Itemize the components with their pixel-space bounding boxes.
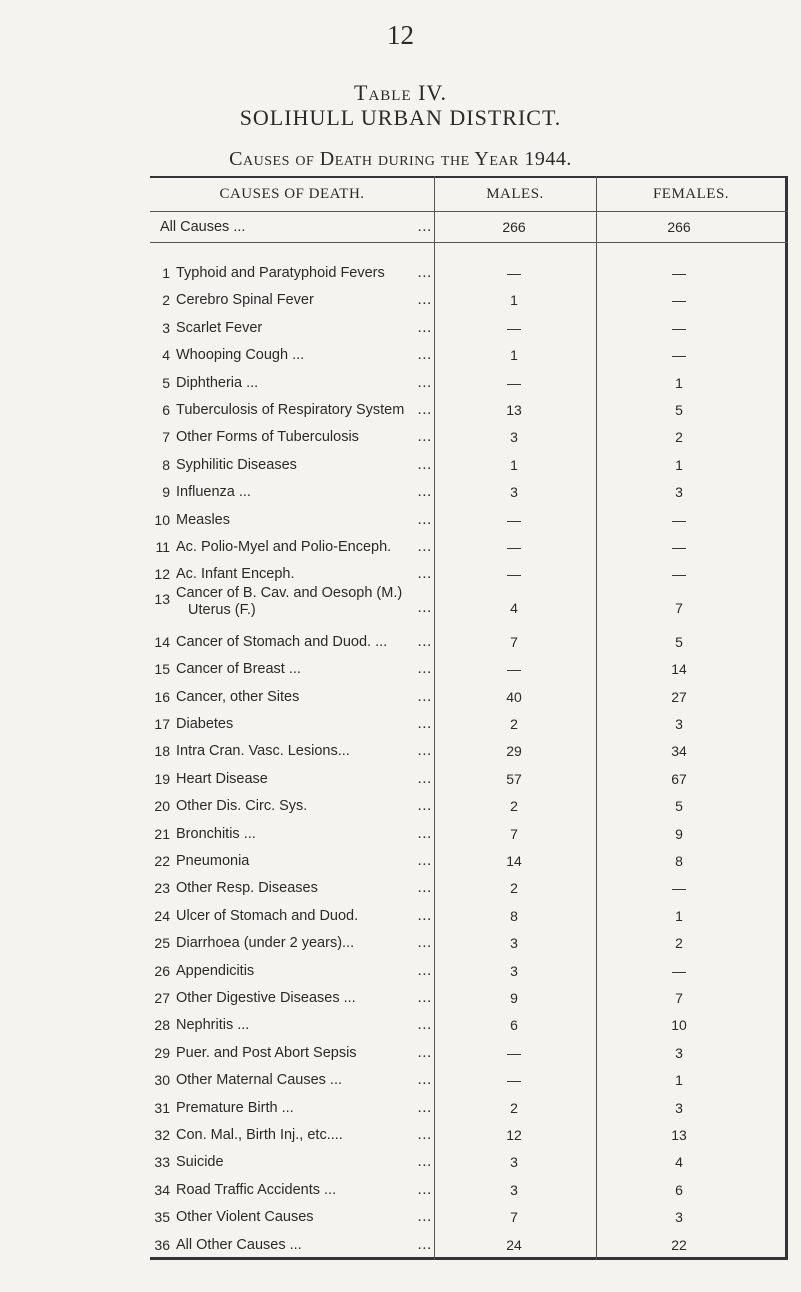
cause-label: Intra Cran. Vasc. Lesions... [176,743,350,760]
males-value: 40 [506,688,522,705]
females-value: — [672,962,686,979]
leader-dots: ... [417,265,432,281]
cause-label: Diarrhoea (under 2 years)... [176,935,355,952]
males-value: 29 [506,743,522,760]
males-value: 14 [506,853,522,869]
males-value: 3 [510,1181,518,1198]
females-value: — [672,566,686,583]
males-value: 2 [510,798,518,815]
cause-label: Pneumonia [176,853,250,869]
row-number: 8 [162,456,170,473]
males-value: 1 [510,347,518,364]
females-value: — [672,880,686,897]
row-number: 7 [162,429,170,446]
females-value: 8 [675,853,683,869]
females-value: 1 [675,1072,683,1089]
all-causes-males: 266 [502,219,526,235]
row-number: 4 [162,347,170,364]
leader-dots: ... [417,511,432,528]
females-value: — [672,347,686,364]
cause-label: Cancer of Stomach and Duod. ... [176,633,388,650]
leader-dots: ... [417,319,432,336]
cause-label: Appendicitis [176,962,255,979]
leader-dots: ... [417,539,432,555]
cause-label: Diphtheria ... [176,374,259,391]
males-value: 7 [510,825,518,842]
table-row [0,874,801,902]
table-row [0,820,801,848]
females-value: 5 [675,798,683,815]
row-number: 17 [154,716,170,732]
table-row [0,1148,801,1176]
table-row [0,1094,801,1122]
males-value: 1 [510,292,518,309]
table-row [0,710,801,738]
leader-dots: ... [417,770,432,787]
row-number: 6 [162,402,170,418]
cause-label: Road Traffic Accidents ... [176,1181,337,1198]
row-number: 32 [154,1127,170,1143]
leader-dots: ... [417,935,432,952]
row-number: 10 [154,511,170,528]
females-value: 34 [671,743,687,760]
cause-label: Scarlet Fever [176,319,263,336]
row-number: 36 [154,1236,170,1253]
leader-dots: ... [417,347,432,364]
table-row [0,628,801,656]
row-number: 9 [162,484,170,501]
cause-label: Typhoid and Paratyphoid Fevers [176,265,385,281]
row-number: 14 [154,633,170,650]
cause-label: Other Violent Causes [176,1209,314,1226]
leader-dots: ... [417,907,432,924]
district-title: SOLIHULL URBAN DISTRICT. [239,105,562,130]
cause-label: Puer. and Post Abort Sepsis [176,1044,357,1061]
all-causes-females: 266 [667,219,691,235]
males-value: 4 [510,599,518,616]
females-value: 3 [675,484,683,501]
row-number: 29 [154,1044,170,1061]
males-value: 2 [510,880,518,897]
cause-label: Ac. Infant Enceph. [176,566,295,583]
males-value: 8 [510,907,518,924]
cause-label: Influenza ... [176,484,251,501]
table-row [0,533,801,561]
females-value: 3 [675,1044,683,1061]
cause-label: Other Maternal Causes ... [176,1072,343,1089]
row-number: 26 [154,962,170,979]
males-value: 3 [510,429,518,446]
males-value: 6 [510,1017,518,1034]
males-value: 9 [510,990,518,1006]
females-value: 4 [675,1154,683,1171]
males-value: 24 [506,1236,522,1253]
males-value: 2 [510,1099,518,1116]
leader-dots: ... [417,1236,432,1253]
cause-label: Ulcer of Stomach and Duod. [176,907,359,924]
females-value: 9 [675,825,683,842]
row-number: 20 [154,798,170,815]
males-value: 7 [510,1209,518,1226]
cause-label: Other Digestive Diseases ... [176,990,356,1006]
females-value: 6 [675,1181,683,1198]
cause-label: Con. Mal., Birth Inj., etc.... [176,1127,343,1143]
table-row [0,1066,801,1094]
females-value: 3 [675,1099,683,1116]
males-value: 3 [510,935,518,952]
leader-dots: ... [417,292,432,309]
all-causes-label: All Causes ... [160,219,246,235]
females-value: 67 [671,770,687,787]
cause-label: Other Forms of Tuberculosis [176,429,359,446]
leader-dots: ... [417,402,432,418]
row-number: 30 [154,1072,170,1089]
cause-label: Premature Birth ... [176,1099,294,1116]
leader-dots: ... [417,599,432,616]
males-value: — [507,319,521,336]
table-row [0,584,801,622]
males-value: — [507,1072,521,1089]
females-value: 10 [671,1017,687,1034]
row-number: 2 [162,292,170,309]
leader-dots: ... [417,716,432,732]
males-value: — [507,566,521,583]
leader-dots: ... [417,1181,432,1198]
females-value: 2 [675,429,683,446]
leader-dots: ... [417,633,432,650]
table-title: Table IV. [354,80,447,105]
males-value: — [507,539,521,555]
leader-dots: ... [417,743,432,760]
row-number: 25 [154,935,170,952]
row-number: 13 [154,590,170,607]
cause-label: Other Resp. Diseases [176,880,318,897]
cause-label: Bronchitis ... [176,825,256,842]
row-number: 3 [162,319,170,336]
row-number: 18 [154,743,170,760]
males-header: MALES. [486,186,544,202]
females-value: 14 [671,661,687,678]
row-number: 1 [162,265,170,281]
cause-label: Whooping Cough ... [176,347,305,364]
table-subtitle: Causes of Death during the Year 1944. [229,148,572,170]
table-row [0,1231,801,1259]
females-value: — [672,511,686,528]
table-row [0,451,801,479]
males-value: 12 [506,1127,522,1143]
row-number: 12 [154,566,170,583]
table-row [0,765,801,793]
leader-dots: ... [417,1209,432,1226]
all-causes-divider [150,242,788,243]
leader-dots: ... [417,429,432,446]
leader-dots: ... [417,661,432,678]
table-row [0,902,801,930]
females-value: — [672,265,686,281]
table-row [0,369,801,397]
cause-label: Cerebro Spinal Fever [176,292,314,309]
males-value: — [507,265,521,281]
females-value: 2 [675,935,683,952]
table-row [0,1203,801,1231]
all-causes-row [0,213,801,241]
females-value: 7 [675,990,683,1006]
leader-dots: ... [417,962,432,979]
row-number: 21 [154,825,170,842]
row-number: 27 [154,990,170,1006]
leader-dots: ... [417,688,432,705]
row-number: 34 [154,1181,170,1198]
row-number: 16 [154,688,170,705]
females-value: 3 [675,716,683,732]
cause-label: All Other Causes ... [176,1236,302,1253]
table-row [0,984,801,1012]
table-row [0,929,801,957]
leader-dots: ... [417,990,432,1006]
leader-dots: ... [417,880,432,897]
leader-dots: ... [417,798,432,815]
leader-dots: ... [417,219,432,235]
row-number: 31 [154,1099,170,1116]
table-row [0,683,801,711]
cause-label: Diabetes [176,716,234,732]
cause-label: Tuberculosis of Respiratory System [176,402,405,418]
table-row [0,396,801,424]
row-number: 15 [154,661,170,678]
females-value: 7 [675,599,683,616]
header-divider [150,211,788,212]
table-row [0,314,801,342]
cause-label: Other Dis. Circ. Sys. [176,798,308,815]
cause-label: Heart Disease [176,770,268,787]
males-value: 57 [506,770,522,787]
males-value: 3 [510,962,518,979]
cause-line-1: Cancer of B. Cav. and Oesoph (M.) [176,584,403,601]
females-value: 27 [671,688,687,705]
table-row [0,259,801,287]
leader-dots: ... [417,1127,432,1143]
cause-label: Cancer of Breast ... [176,661,301,678]
females-value: 1 [675,456,683,473]
leader-dots: ... [417,825,432,842]
table-row [0,286,801,314]
row-number: 28 [154,1017,170,1034]
leader-dots: ... [417,1154,432,1171]
females-value: — [672,292,686,309]
leader-dots: ... [417,1044,432,1061]
leader-dots: ... [417,566,432,583]
leader-dots: ... [417,1072,432,1089]
males-value: — [507,661,521,678]
leader-dots: ... [417,484,432,501]
males-value: — [507,1044,521,1061]
page-number: 12 [387,20,414,50]
females-header: FEMALES. [652,186,730,202]
table-row [0,478,801,506]
cause-label: Suicide [176,1154,224,1171]
cause-label: Cancer, other Sites [176,688,300,705]
males-value: — [507,511,521,528]
cause-label: Measles [176,511,230,528]
leader-dots: ... [417,1099,432,1116]
row-number: 23 [154,880,170,897]
cause-label: Ac. Polio-Myel and Polio-Enceph. [176,539,392,555]
row-number: 5 [162,374,170,391]
cause-label: Syphilitic Diseases [176,456,297,473]
males-value: — [507,374,521,391]
females-value: 13 [671,1127,687,1143]
table-row [0,423,801,451]
table-row [0,1011,801,1039]
leader-dots: ... [417,456,432,473]
row-number: 33 [154,1154,170,1171]
females-value: 3 [675,1209,683,1226]
table-row [0,957,801,985]
row-number: 11 [155,539,170,555]
table-row [0,1039,801,1067]
table-row [0,737,801,765]
row-number: 24 [154,907,170,924]
males-value: 7 [510,633,518,650]
cause-label: Nephritis ... [176,1017,250,1034]
females-value: 22 [671,1236,687,1253]
females-value: — [672,539,686,555]
females-value: 5 [675,633,683,650]
table-row [0,1176,801,1204]
leader-dots: ... [417,853,432,869]
causes-header: CAUSES OF DEATH. [219,186,365,202]
leader-dots: ... [417,374,432,391]
row-number: 22 [154,853,170,869]
table-row [0,847,801,875]
leader-dots: ... [417,1017,432,1034]
males-value: 2 [510,716,518,732]
table-row [0,1121,801,1149]
males-value: 3 [510,484,518,501]
cause-line-2: Uterus (F.) [188,601,256,618]
males-value: 1 [510,456,518,473]
row-number: 19 [154,770,170,787]
table-row [0,506,801,534]
females-value: 1 [675,374,683,391]
table-row [0,341,801,369]
table-row [0,792,801,820]
males-value: 3 [510,1154,518,1171]
females-value: 5 [675,402,683,418]
table-row [0,655,801,683]
females-value: — [672,319,686,336]
row-number: 35 [154,1209,170,1226]
females-value: 1 [675,907,683,924]
males-value: 13 [506,402,522,418]
